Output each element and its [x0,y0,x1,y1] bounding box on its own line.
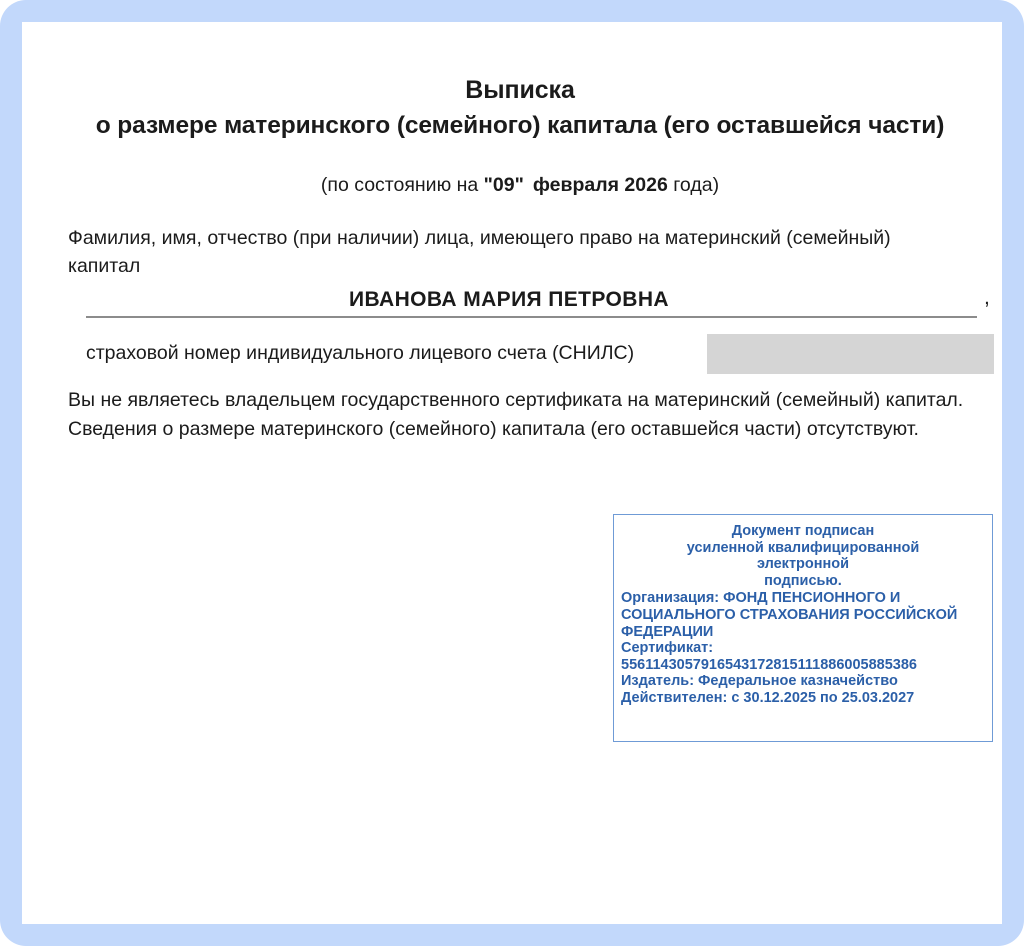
esign-head-line-2: усиленной квалифицированной [686,539,920,556]
body-paragraph: Вы не являетесь владельцем государственного сертификата на материнский (семейный) капитал. Сведения о размере материнского (семейного) капитала (его оставшейся части) отсутствуют. [68,389,964,440]
esign-head-line-4: подписью. [764,572,842,589]
document-content [64,22,990,924]
date-month-year: февраля 2026 [532,174,668,196]
fio-underline [86,316,977,318]
document-date-line [64,174,976,197]
date-day: "09" [483,174,524,196]
page-title [64,76,976,140]
fio-field [64,286,990,322]
esign-organization: Организация: ФОНД ПЕНСИОННОГО И СОЦИАЛЬНОГО СТРАХОВАНИЯ РОССИЙСКОЙ ФЕДЕРАЦИИ [621,590,958,640]
snils-label: страховой номер индивидуального лицевого счета (СНИЛС) [86,342,635,364]
esign-certificate-number: 5561143057916543172815111886005885386 [621,656,917,673]
date-prefix: (по состоянию на [320,174,479,196]
esign-heading [621,523,985,589]
esign-validity: Действителен: с 30.12.2025 по 25.03.2027 [621,689,915,706]
title-line-1: Выписка [465,76,575,104]
esign-head-line-1: Документ подписан [731,523,875,539]
esign-details [621,590,985,706]
esign-issuer: Издатель: Федеральное казначейство [621,673,898,690]
snils-redaction-box [707,334,994,374]
fio-value: ИВАНОВА МАРИЯ ПЕТРОВНА [349,288,669,311]
snils-field [68,334,980,376]
title-line-2: о размере материнского (семейного) капитала (его оставшейся части) [95,112,945,139]
esign-head-line-3: электронной [756,556,850,573]
document-page [22,22,1002,924]
esign-certificate-label: Сертификат: [621,640,714,657]
date-suffix: года) [673,174,720,196]
fio-trailing-comma: , [984,286,990,309]
electronic-signature-stamp [613,514,993,742]
fio-label: Фамилия, имя, отчество (при наличии) лица, имеющего право на материнский (семейный) капитал [68,227,891,277]
